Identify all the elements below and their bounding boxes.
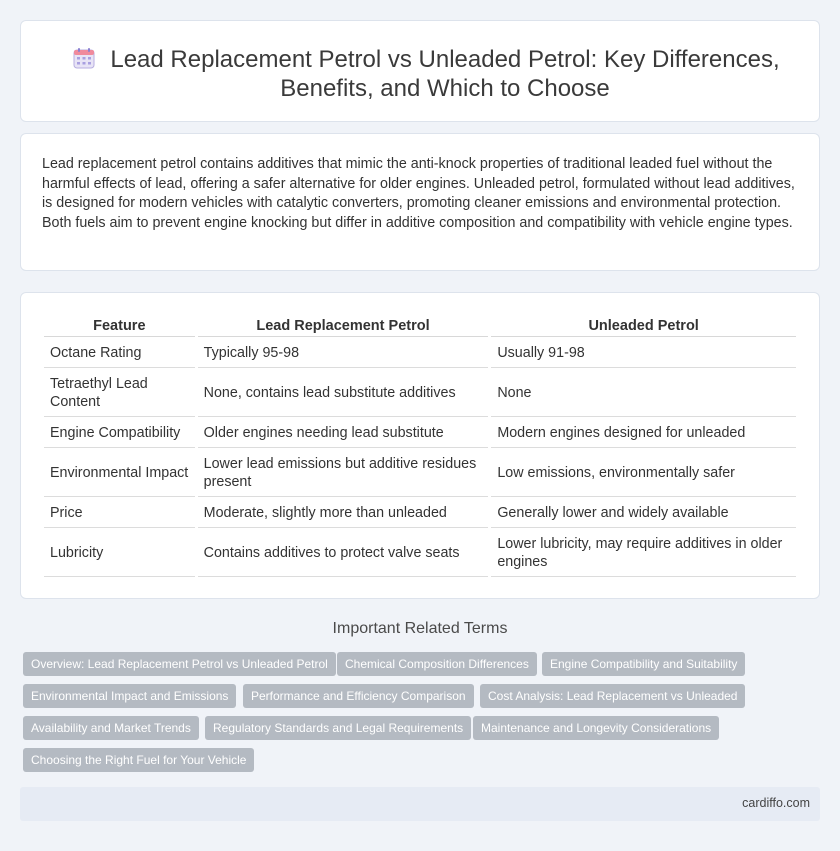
page-title: Lead Replacement Petrol vs Unleaded Petrol: Key Differences, Benefits, and Which to Choose bbox=[110, 46, 780, 102]
related-term-tag[interactable]: Overview: Lead Replacement Petrol vs Unleaded Petrol bbox=[23, 652, 336, 676]
column-header-unleaded: Unleaded Petrol bbox=[491, 316, 796, 337]
related-term-tag[interactable]: Maintenance and Longevity Considerations bbox=[473, 716, 719, 740]
table-cell: Usually 91-98 bbox=[491, 337, 796, 368]
related-term-tag[interactable]: Choosing the Right Fuel for Your Vehicle bbox=[23, 748, 254, 772]
table-cell: Lower lubricity, may require additives in older engines bbox=[491, 528, 796, 577]
table-cell: Contains additives to protect valve seats bbox=[198, 528, 489, 577]
table-cell: None, contains lead substitute additives bbox=[198, 368, 489, 417]
table-row bbox=[44, 368, 796, 417]
related-terms-title: Important Related Terms bbox=[332, 620, 508, 637]
related-term-tag[interactable]: Availability and Market Trends bbox=[23, 716, 199, 740]
table-row bbox=[44, 448, 796, 497]
related-term-tag[interactable]: Regulatory Standards and Legal Requirements bbox=[205, 716, 471, 740]
table-cell: Older engines needing lead substitute bbox=[198, 417, 489, 448]
table-row bbox=[44, 417, 796, 448]
intro-paragraph: Lead replacement petrol contains additives that mimic the anti-knock properties of traditional leaded fuel without the harmful effects of lead, offering a safer alternative for older engines. Unleaded petrol, formulated without lead additives, is designed for modern vehicles with catalytic converters, promoting cleaner emissions and environmental protection. Both fuels aim to prevent engine knocking but differ in additive composition and compatibility with vehicle engine types. bbox=[42, 156, 795, 232]
footer bbox=[20, 787, 820, 821]
table-cell: Generally lower and widely available bbox=[491, 497, 796, 528]
table-cell: Price bbox=[44, 497, 195, 528]
table-row bbox=[44, 528, 796, 577]
table-cell: Engine Compatibility bbox=[44, 417, 195, 448]
table-cell: Modern engines designed for unleaded bbox=[491, 417, 796, 448]
table-cell: Low emissions, environmentally safer bbox=[491, 448, 796, 497]
comparison-table bbox=[41, 316, 799, 577]
table-header-row bbox=[44, 316, 796, 337]
table-cell: Moderate, slightly more than unleaded bbox=[198, 497, 489, 528]
column-header-feature: Feature bbox=[44, 316, 195, 337]
table-cell: Octane Rating bbox=[44, 337, 195, 368]
related-term-tag[interactable]: Performance and Efficiency Comparison bbox=[243, 684, 474, 708]
column-header-lead-replacement: Lead Replacement Petrol bbox=[198, 316, 489, 337]
table-cell: Environmental Impact bbox=[44, 448, 195, 497]
table-cell: Lower lead emissions but additive residues present bbox=[198, 448, 489, 497]
comparison-table-card bbox=[20, 292, 820, 599]
intro-card bbox=[20, 133, 820, 271]
related-term-tag[interactable]: Chemical Composition Differences bbox=[337, 652, 537, 676]
table-cell: Tetraethyl Lead Content bbox=[44, 368, 195, 417]
table-cell: None bbox=[491, 368, 796, 417]
related-term-tag[interactable]: Environmental Impact and Emissions bbox=[23, 684, 236, 708]
related-term-tag[interactable]: Cost Analysis: Lead Replacement vs Unleaded bbox=[480, 684, 745, 708]
table-cell: Typically 95-98 bbox=[198, 337, 489, 368]
table-row bbox=[44, 337, 796, 368]
title-card bbox=[20, 20, 820, 122]
table-row bbox=[44, 497, 796, 528]
site-link[interactable]: cardiffo.com bbox=[742, 796, 810, 810]
table-cell: Lubricity bbox=[44, 528, 195, 577]
related-term-tag[interactable]: Engine Compatibility and Suitability bbox=[542, 652, 745, 676]
